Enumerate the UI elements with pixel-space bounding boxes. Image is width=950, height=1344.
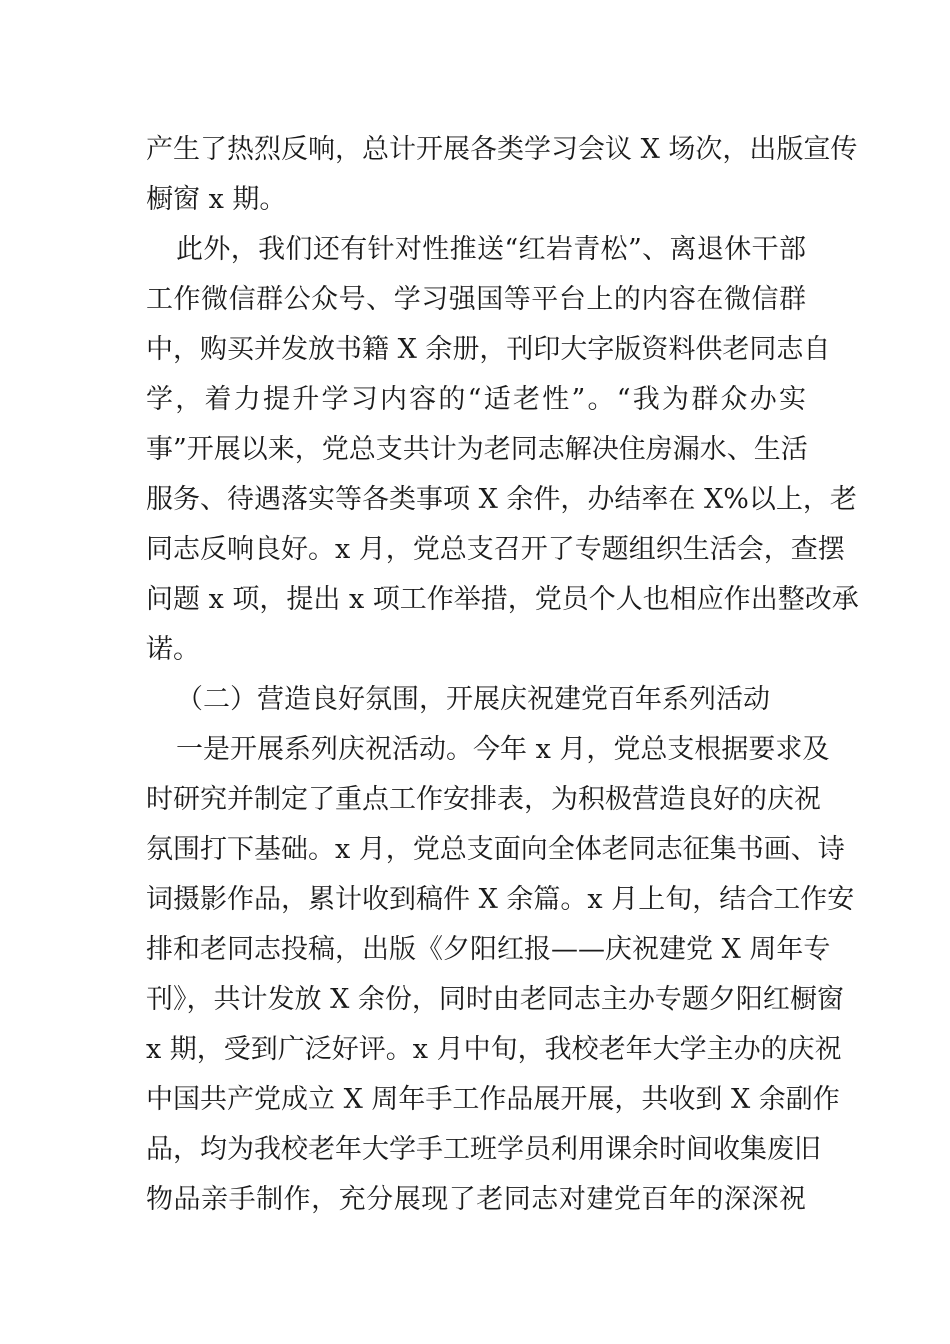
text-line: 品，均为我校老年大学手工班学员利用课余时间收集废旧	[146, 1134, 821, 1165]
text-line: 橱窗 x 期。	[146, 184, 287, 215]
text-line: 事”开展以来，党总支共计为老同志解决住房漏水、生活	[146, 434, 808, 465]
text-line: 学，着力提升学习内容的“适老性”。“我为群众办实	[146, 384, 806, 415]
text-line: 诺。	[146, 634, 200, 665]
text-line: 氛围打下基础。x 月，党总支面向全体老同志征集书画、诗	[146, 834, 845, 865]
text-line: 中，购买并发放书籍 X 余册，刊印大字版资料供老同志自	[146, 334, 831, 365]
text-line: 物品亲手制作，充分展现了老同志对建党百年的深深祝	[146, 1184, 806, 1215]
text-line: 一是开展系列庆祝活动。今年 x 月，党总支根据要求及	[176, 734, 830, 765]
text-line: 刊》，共计发放 X 余份，同时由老同志主办专题夕阳红橱窗	[146, 984, 844, 1015]
section-heading: （二）营造良好氛围，开展庆祝建党百年系列活动	[176, 684, 770, 715]
text-line: 产生了热烈反响，总计开展各类学习会议 X 场次，出版宣传	[146, 134, 858, 165]
text-line: x 期，受到广泛好评。x 月中旬，我校老年大学主办的庆祝	[146, 1034, 842, 1065]
text-line: 服务、待遇落实等各类事项 X 余件，办结率在 X%以上，老	[146, 484, 857, 515]
text-line: 此外，我们还有针对性推送“红岩青松”、离退休干部	[176, 234, 806, 265]
text-line: 工作微信群公众号、学习强国等平台上的内容在微信群	[146, 284, 806, 315]
text-line: 排和老同志投稿，出版《夕阳红报——庆祝建党 X 周年专	[146, 934, 831, 965]
text-line: 问题 x 项，提出 x 项工作举措，党员个人也相应作出整改承	[146, 584, 859, 615]
text-line: 同志反响良好。x 月，党总支召开了专题组织生活会，查摆	[146, 534, 845, 565]
text-line: 时研究并制定了重点工作安排表，为积极营造良好的庆祝	[146, 784, 821, 815]
text-line: 词摄影作品，累计收到稿件 X 余篇。x 月上旬，结合工作安	[146, 884, 855, 915]
text-line: 中国共产党成立 X 周年手工作品展开展，共收到 X 余副作	[146, 1084, 840, 1115]
